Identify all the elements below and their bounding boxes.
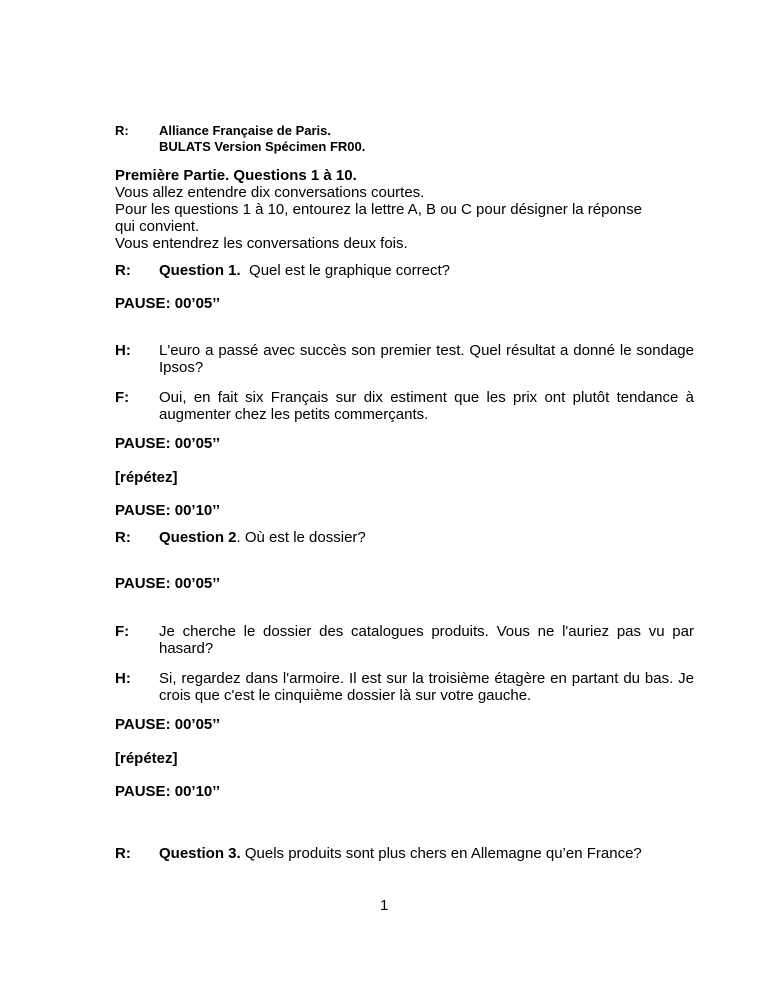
q2-pause-2: PAUSE: 00’05’’ (115, 716, 221, 733)
q2-speaker-h: H: (115, 670, 131, 687)
q3-label: R: (115, 845, 131, 862)
q1-pause-1: PAUSE: 00’05’’ (115, 295, 221, 312)
q2-line-f: Je cherche le dossier des catalogues produits. Vous ne l'auriez pas vu par hasard? (159, 623, 694, 657)
instruction-line: Vous allez entendre dix conversations courtes. (115, 184, 425, 201)
q1-text: Quel est le graphique correct? (249, 262, 450, 279)
q2-label: R: (115, 529, 131, 546)
q1-prompt (159, 262, 450, 279)
part-title: Première Partie. Questions 1 à 10. (115, 167, 357, 184)
q3-prompt (159, 845, 642, 862)
q2-number: Question 2 (159, 529, 237, 546)
q2-line-h: Si, regardez dans l'armoire. Il est sur la troisième étagère en partant du bas. Je crois que c'est le cinquième dossier là sur votre gauche. (159, 670, 694, 704)
q2-speaker-f: F: (115, 623, 130, 640)
header-version: BULATS Version Spécimen FR00. (159, 139, 366, 154)
q1-number: Question 1. (159, 262, 241, 279)
instruction-line: Vous entendrez les conversations deux fois. (115, 235, 408, 252)
q1-line-f: Oui, en fait six Français sur dix estiment que les prix ont plutôt tendance à augmenter chez les petits commerçants. (159, 389, 694, 423)
q1-speaker-f: F: (115, 389, 130, 406)
q1-speaker-h: H: (115, 342, 131, 359)
q2-repeat: [répétez] (115, 750, 178, 767)
q3-text: Quels produits sont plus chers en Allemagne qu’en France? (240, 845, 642, 862)
q2-prompt (159, 529, 366, 546)
header-label: R: (115, 123, 129, 138)
q2-text: . Où est le dossier? (236, 529, 366, 546)
q2-pause-3: PAUSE: 00’10’’ (115, 783, 221, 800)
page-number: 1 (380, 897, 389, 914)
q1-pause-2: PAUSE: 00’05’’ (115, 435, 221, 452)
instruction-line: Pour les questions 1 à 10, entourez la lettre A, B ou C pour désigner la réponse (115, 201, 642, 218)
q1-repeat: [répétez] (115, 469, 178, 486)
q1-pause-3: PAUSE: 00’10’’ (115, 502, 221, 519)
header-organization: Alliance Française de Paris. (159, 123, 331, 138)
q1-line-h: L'euro a passé avec succès son premier test. Quel résultat a donné le sondage Ipsos? (159, 342, 694, 376)
q1-label: R: (115, 262, 131, 279)
q2-pause-1: PAUSE: 00’05’’ (115, 575, 221, 592)
q3-number: Question 3. (159, 845, 241, 862)
instruction-line: qui convient. (115, 218, 200, 235)
